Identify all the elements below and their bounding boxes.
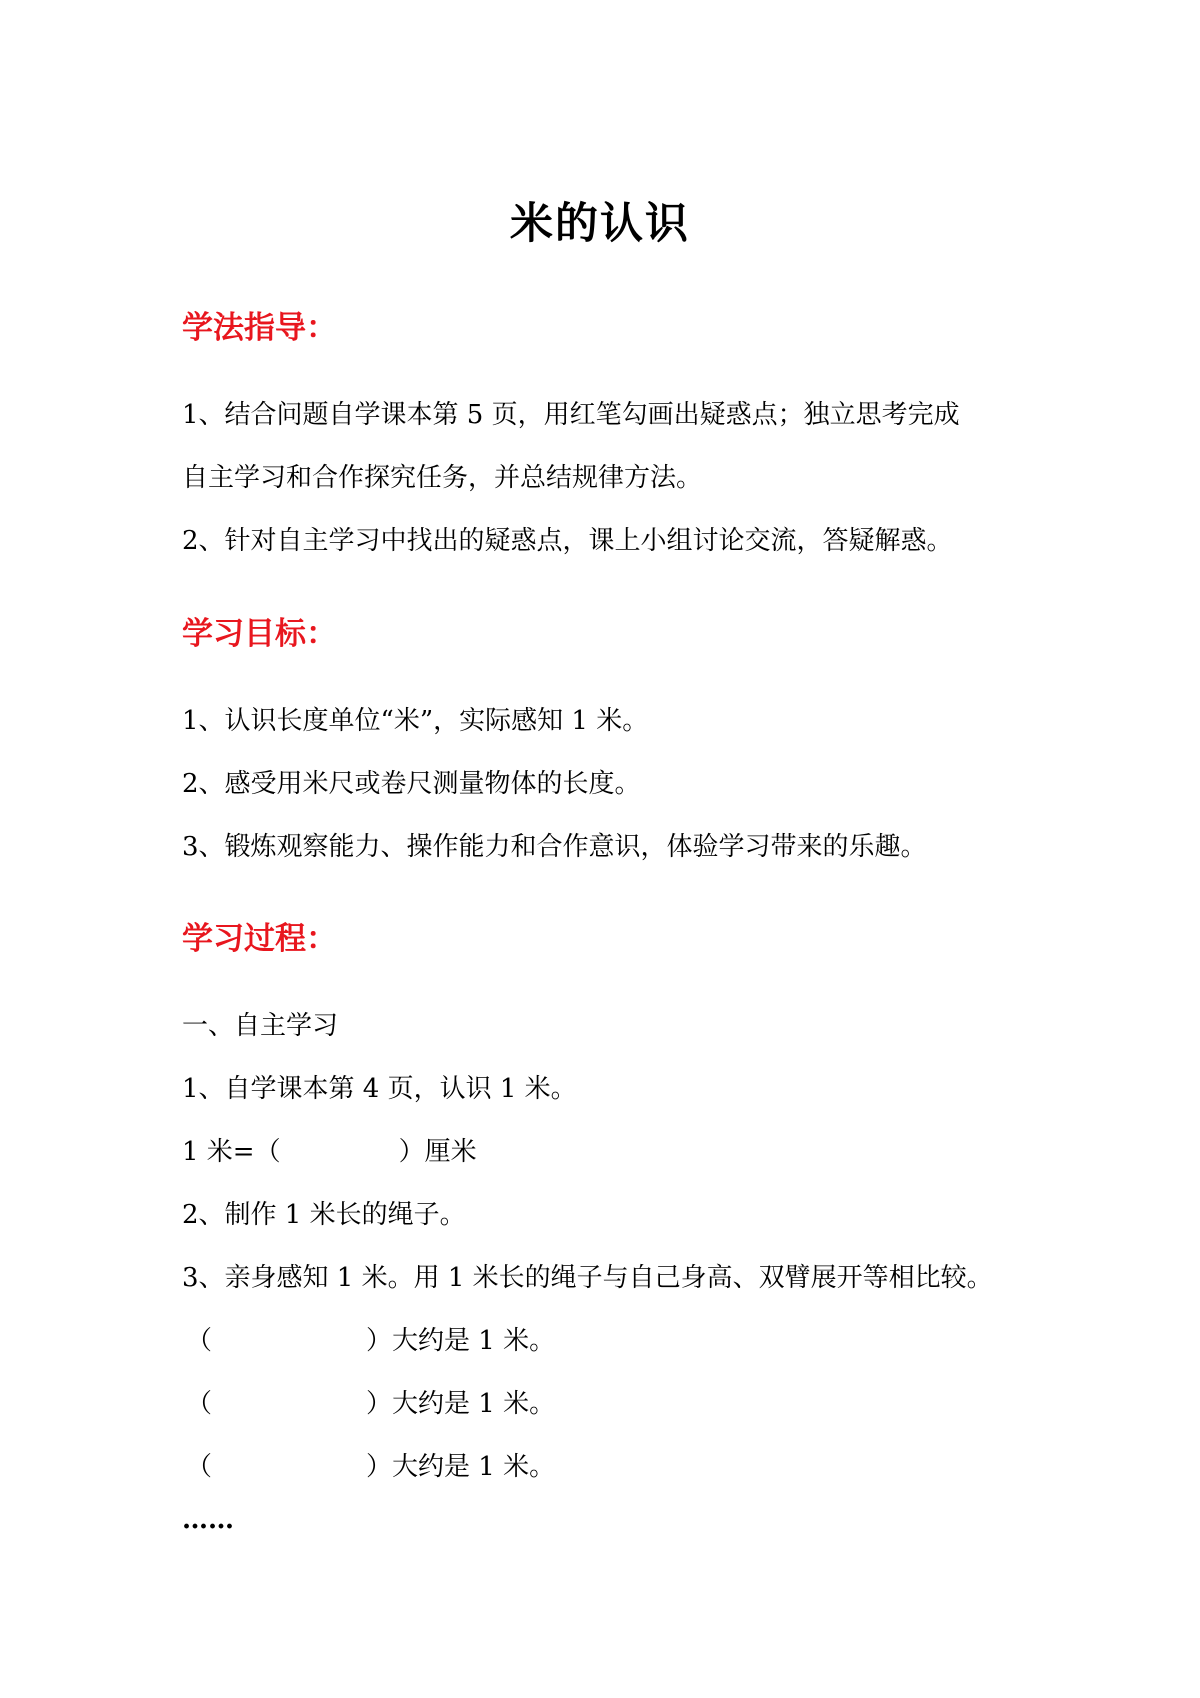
section-heading-goals: 学习目标：	[182, 616, 337, 652]
guide-line-1: 1、结合问题自学课本第 5 页，用红笔勾画出疑惑点；独立思考完成	[182, 400, 960, 430]
guide-line-3: 2、针对自主学习中找出的疑惑点，课上小组讨论交流，答疑解惑。	[182, 526, 953, 556]
process-item-1: 1、自学课本第 4 页，认识 1 米。	[182, 1074, 577, 1104]
blank-row	[186, 1383, 555, 1420]
blank-row-right: ）大约是 1 米。	[366, 1389, 556, 1419]
blank-row-right: ）大约是 1 米。	[366, 1326, 556, 1356]
section-heading-guide: 学法指导：	[182, 310, 337, 346]
ellipsis: ……	[182, 1505, 234, 1535]
blank-row-left: （	[186, 1326, 213, 1356]
guide-line-2: 自主学习和合作探究任务，并总结规律方法。	[182, 463, 703, 493]
blank-row-left: （	[186, 1452, 213, 1482]
page-title: 米的认识	[510, 199, 690, 249]
blank-row	[186, 1446, 555, 1483]
blank-row-left: （	[186, 1389, 213, 1419]
blank-row-right: ）大约是 1 米。	[366, 1452, 556, 1482]
goal-line-3: 3、锻炼观察能力、操作能力和合作意识，体验学习带来的乐趣。	[182, 832, 927, 862]
section-heading-process: 学习过程：	[182, 921, 337, 957]
process-item-3: 3、亲身感知 1 米。用 1 米长的绳子与自己身高、双臂展开等相比较。	[182, 1263, 993, 1293]
process-item-2: 2、制作 1 米长的绳子。	[182, 1200, 466, 1230]
blank-row	[186, 1320, 555, 1357]
goal-line-1: 1、认识长度单位“米”，实际感知 1 米。	[182, 706, 649, 736]
fill-blank-meter	[182, 1131, 477, 1168]
fill-blank-right: ）厘米	[398, 1137, 477, 1167]
fill-blank-left: 1 米=（	[182, 1137, 281, 1167]
process-subheading: 一、自主学习	[182, 1011, 339, 1041]
goal-line-2: 2、感受用米尺或卷尺测量物体的长度。	[182, 769, 641, 799]
